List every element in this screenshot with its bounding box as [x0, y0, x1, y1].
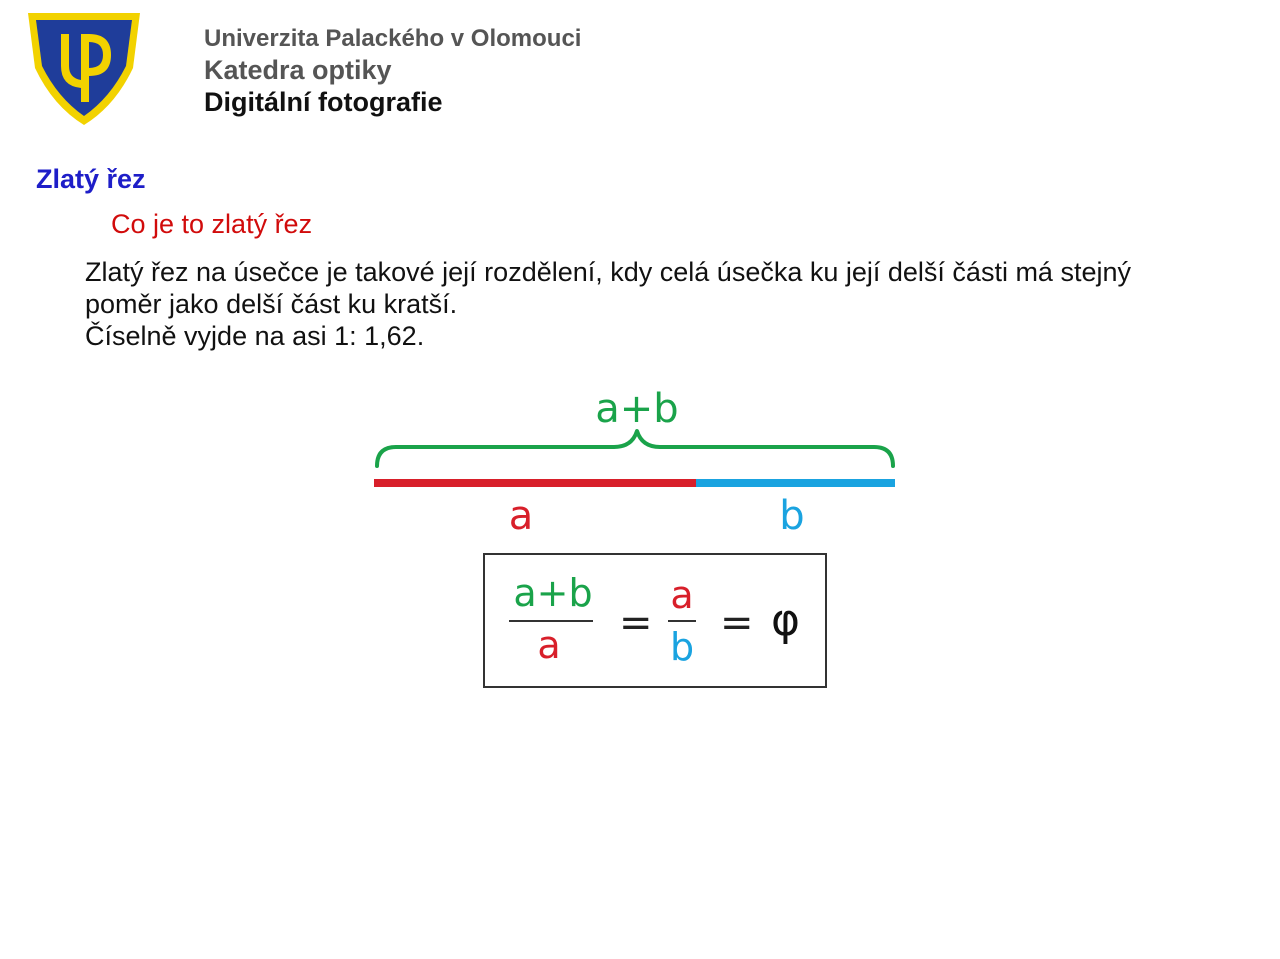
department-name: Katedra optiky	[204, 55, 392, 85]
segment-a	[374, 479, 696, 487]
body-text	[85, 256, 1185, 352]
fraction1-numerator: a+b	[513, 571, 593, 615]
header	[204, 24, 581, 118]
fraction2-bar	[668, 620, 696, 622]
segment-a-label: a	[508, 493, 534, 539]
course-name: Digitální fotografie	[204, 87, 443, 117]
phi-symbol: φ	[771, 595, 801, 646]
formula-box	[483, 553, 827, 688]
segment-b-label: b	[779, 493, 805, 539]
fraction1-denominator: a	[537, 623, 561, 667]
university-logo	[25, 10, 143, 128]
fraction2-denominator: b	[669, 625, 695, 669]
fraction1-bar	[509, 620, 593, 622]
equals-sign-2: =	[720, 600, 754, 646]
equals-sign-1: =	[619, 600, 653, 646]
section-title: Zlatý řez	[36, 164, 146, 194]
segment-b	[696, 479, 895, 487]
university-name: Univerzita Palackého v Olomouci	[204, 25, 582, 52]
definition-text: Zlatý řez na úsečce je takové její rozdělení, kdy celá úsečka ku její delší části má stejný poměr jako delší část ku kratší.	[85, 257, 1131, 319]
total-brace	[377, 431, 893, 466]
subtitle: Co je to zlatý řez	[111, 209, 313, 239]
ratio-text: Číselně vyjde na asi 1: 1,62.	[85, 321, 425, 351]
fraction2-numerator: a	[670, 573, 694, 617]
total-length-label: a+b	[595, 386, 679, 432]
